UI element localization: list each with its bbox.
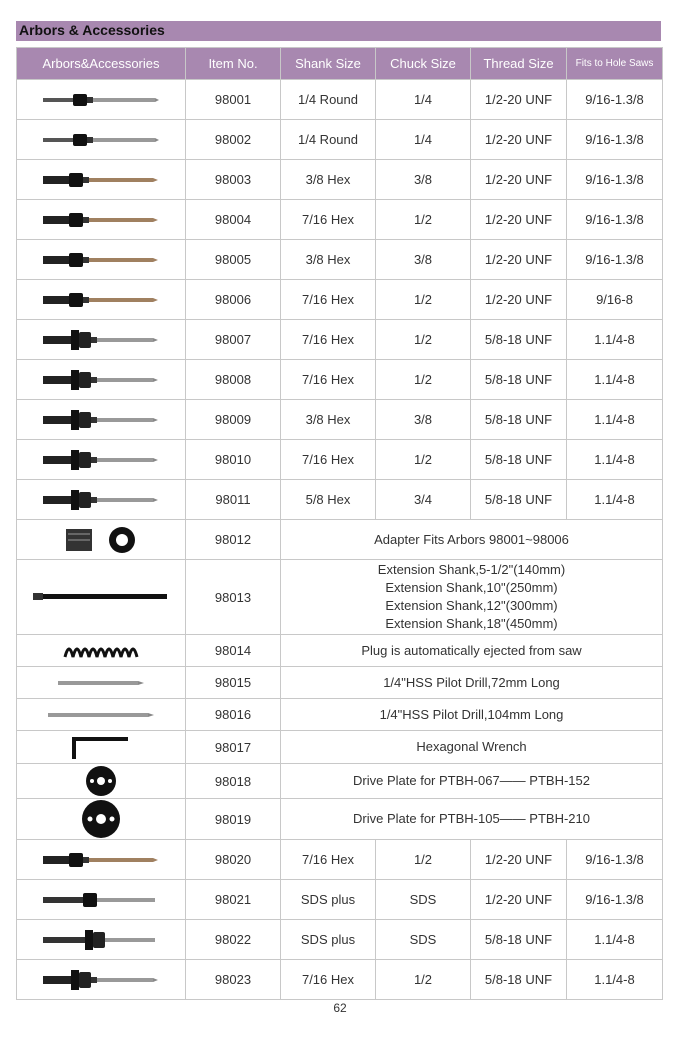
arbor-hex-icon: [17, 210, 185, 230]
arbor-large-icon: [17, 448, 185, 472]
item-no-cell: 98022: [186, 920, 281, 960]
item-no-cell: 98015: [186, 667, 281, 699]
shank-size-cell: 3/8 Hex: [281, 240, 376, 280]
description-cell: [281, 520, 663, 560]
arbor-large-icon: [17, 488, 185, 512]
fits-cell: 9/16-8: [567, 280, 663, 320]
product-image-cell: [17, 160, 186, 200]
shank-size-cell: 7/16 Hex: [281, 440, 376, 480]
product-image-cell: [17, 200, 186, 240]
item-no-cell: 98009: [186, 400, 281, 440]
shank-size-cell: 7/16 Hex: [281, 200, 376, 240]
item-no-cell: 98006: [186, 280, 281, 320]
table-row: [17, 320, 663, 360]
product-image-cell: [17, 280, 186, 320]
product-image-cell: [17, 699, 186, 731]
item-no-cell: 98005: [186, 240, 281, 280]
table-row: [17, 699, 663, 731]
chuck-size-cell: 3/4: [376, 480, 471, 520]
table-row: [17, 120, 663, 160]
thread-size-cell: 1/2-20 UNF: [471, 160, 567, 200]
chuck-size-cell: 3/8: [376, 160, 471, 200]
thread-size-cell: 5/8-18 UNF: [471, 360, 567, 400]
product-image-cell: [17, 360, 186, 400]
product-image-cell: [17, 635, 186, 667]
table-row: [17, 635, 663, 667]
description-line: 1/4"HSS Pilot Drill,72mm Long: [383, 674, 560, 690]
product-image-cell: [17, 799, 186, 840]
shank-size-cell: 5/8 Hex: [281, 480, 376, 520]
product-image-cell: [17, 731, 186, 764]
item-no-cell: 98011: [186, 480, 281, 520]
header-chuck-size: Chuck Size: [376, 48, 471, 80]
table-row: [17, 799, 663, 840]
table-header-row: [17, 48, 663, 80]
item-no-cell: 98019: [186, 799, 281, 840]
product-image-cell: [17, 520, 186, 560]
item-no-cell: 98004: [186, 200, 281, 240]
product-image-cell: [17, 400, 186, 440]
title-bar: [16, 21, 661, 41]
chuck-size-cell: 3/8: [376, 240, 471, 280]
description-line: Extension Shank,18"(450mm): [385, 616, 558, 631]
chuck-size-cell: 1/2: [376, 280, 471, 320]
item-no-cell: 98023: [186, 960, 281, 1000]
arbor-large-icon: [17, 408, 185, 432]
fits-cell: 1.1/4-8: [567, 360, 663, 400]
thread-size-cell: 1/2-20 UNF: [471, 280, 567, 320]
header-shank-size: Shank Size: [281, 48, 376, 80]
fits-cell: 9/16-1.3/8: [567, 120, 663, 160]
chuck-size-cell: 1/2: [376, 200, 471, 240]
fits-cell: 9/16-1.3/8: [567, 200, 663, 240]
description-line: Extension Shank,12"(300mm): [385, 598, 558, 613]
item-no-cell: 98013: [186, 560, 281, 635]
item-no-cell: 98001: [186, 80, 281, 120]
product-image-cell: [17, 560, 186, 635]
fits-cell: 9/16-1.3/8: [567, 80, 663, 120]
shank-size-cell: 7/16 Hex: [281, 960, 376, 1000]
item-no-cell: 98018: [186, 764, 281, 799]
item-no-cell: 98016: [186, 699, 281, 731]
table-row: [17, 667, 663, 699]
fits-cell: 1.1/4-8: [567, 960, 663, 1000]
description-line: Plug is automatically ejected from saw: [361, 642, 582, 658]
chuck-size-cell: 3/8: [376, 400, 471, 440]
fits-cell: 9/16-1.3/8: [567, 880, 663, 920]
table-row: [17, 80, 663, 120]
thread-size-cell: 5/8-18 UNF: [471, 960, 567, 1000]
item-no-cell: 98007: [186, 320, 281, 360]
thread-size-cell: 1/2-20 UNF: [471, 200, 567, 240]
shank-size-cell: 1/4 Round: [281, 120, 376, 160]
description-line: Drive Plate for PTBH-067—— PTBH-152: [353, 773, 590, 788]
table-row: [17, 731, 663, 764]
page-title: Arbors & Accessories: [19, 22, 165, 38]
arbor-small-icon: [17, 90, 185, 110]
arbor-sds-large-icon: [17, 928, 185, 952]
shank-size-cell: 7/16 Hex: [281, 360, 376, 400]
chuck-size-cell: 1/2: [376, 320, 471, 360]
hex-wrench-icon: [17, 733, 185, 761]
shank-size-cell: 1/4 Round: [281, 80, 376, 120]
item-no-cell: 98012: [186, 520, 281, 560]
description-cell: [281, 667, 663, 699]
thread-size-cell: 5/8-18 UNF: [471, 480, 567, 520]
product-image-cell: [17, 240, 186, 280]
table-row: [17, 400, 663, 440]
description-line: Extension Shank,5-1/2"(140mm): [377, 562, 566, 577]
description-line: Hexagonal Wrench: [416, 739, 527, 754]
shank-size-cell: 7/16 Hex: [281, 280, 376, 320]
table-row: [17, 440, 663, 480]
product-image-cell: [17, 880, 186, 920]
thread-size-cell: 5/8-18 UNF: [471, 920, 567, 960]
thread-size-cell: 1/2-20 UNF: [471, 240, 567, 280]
table-row: [17, 360, 663, 400]
description-cell: [281, 560, 663, 635]
table-row: [17, 840, 663, 880]
product-image-cell: [17, 920, 186, 960]
description-line: Extension Shank,10"(250mm): [385, 580, 558, 595]
description-cell: [281, 699, 663, 731]
drive-plate-small-icon: [17, 764, 185, 798]
product-image-cell: [17, 480, 186, 520]
table-row: [17, 480, 663, 520]
thread-size-cell: 1/2-20 UNF: [471, 120, 567, 160]
item-no-cell: 98017: [186, 731, 281, 764]
chuck-size-cell: 1/2: [376, 360, 471, 400]
table-row: [17, 160, 663, 200]
thread-size-cell: 5/8-18 UNF: [471, 400, 567, 440]
pilot-drill-icon: [17, 679, 185, 687]
chuck-size-cell: SDS: [376, 920, 471, 960]
arbor-hex-icon: [17, 850, 185, 870]
header-item-no: Item No.: [186, 48, 281, 80]
pilot-drill-long-icon: [17, 711, 185, 719]
arbor-large-icon: [17, 368, 185, 392]
chuck-size-cell: SDS: [376, 880, 471, 920]
item-no-cell: 98021: [186, 880, 281, 920]
thread-size-cell: 1/2-20 UNF: [471, 880, 567, 920]
product-image-cell: [17, 120, 186, 160]
fits-cell: 1.1/4-8: [567, 440, 663, 480]
shank-size-cell: 7/16 Hex: [281, 840, 376, 880]
header-fits-to-hole-saws: Fits to Hole Saws: [567, 48, 663, 80]
arbor-small-icon: [17, 130, 185, 150]
table-row: [17, 520, 663, 560]
product-image-cell: [17, 320, 186, 360]
shank-size-cell: SDS plus: [281, 920, 376, 960]
table-row: [17, 200, 663, 240]
description-line: Adapter Fits Arbors 98001~98006: [374, 531, 569, 547]
shank-size-cell: SDS plus: [281, 880, 376, 920]
arbor-large-icon: [17, 328, 185, 352]
fits-cell: 9/16-1.3/8: [567, 240, 663, 280]
table-row: [17, 240, 663, 280]
table-row: [17, 764, 663, 799]
item-no-cell: 98010: [186, 440, 281, 480]
fits-cell: 1.1/4-8: [567, 480, 663, 520]
product-image-cell: [17, 80, 186, 120]
chuck-size-cell: 1/2: [376, 840, 471, 880]
description-cell: [281, 799, 663, 840]
table-row: [17, 880, 663, 920]
arbor-hex-icon: [17, 250, 185, 270]
thread-size-cell: 5/8-18 UNF: [471, 440, 567, 480]
products-table: [16, 47, 663, 1000]
header-thread-size: Thread Size: [471, 48, 567, 80]
description-line: Drive Plate for PTBH-105—— PTBH-210: [353, 811, 590, 826]
item-no-cell: 98008: [186, 360, 281, 400]
fits-cell: 1.1/4-8: [567, 920, 663, 960]
description-cell: [281, 635, 663, 667]
description-line: 1/4"HSS Pilot Drill,104mm Long: [379, 706, 564, 722]
fits-cell: 9/16-1.3/8: [567, 160, 663, 200]
table-row: [17, 920, 663, 960]
shank-size-cell: 7/16 Hex: [281, 320, 376, 360]
arbor-large-icon: [17, 968, 185, 992]
table-row: [17, 560, 663, 635]
shank-size-cell: 3/8 Hex: [281, 400, 376, 440]
product-image-cell: [17, 440, 186, 480]
adapter-icon: [17, 525, 185, 555]
arbor-hex-icon: [17, 290, 185, 310]
fits-cell: 9/16-1.3/8: [567, 840, 663, 880]
description-cell: [281, 764, 663, 799]
product-image-cell: [17, 667, 186, 699]
product-image-cell: [17, 840, 186, 880]
arbor-sds-icon: [17, 890, 185, 910]
page-number: 62: [333, 1001, 347, 1015]
drive-plate-large-icon: [17, 799, 185, 839]
fits-cell: 1.1/4-8: [567, 400, 663, 440]
product-image-cell: [17, 764, 186, 799]
product-image-cell: [17, 960, 186, 1000]
item-no-cell: 98020: [186, 840, 281, 880]
chuck-size-cell: 1/4: [376, 80, 471, 120]
chuck-size-cell: 1/4: [376, 120, 471, 160]
shank-size-cell: 3/8 Hex: [281, 160, 376, 200]
item-no-cell: 98002: [186, 120, 281, 160]
arbor-hex-icon: [17, 170, 185, 190]
table-row: [17, 280, 663, 320]
item-no-cell: 98003: [186, 160, 281, 200]
extension-shank-icon: [17, 592, 185, 602]
chuck-size-cell: 1/2: [376, 960, 471, 1000]
header-arbors: Arbors&Accessories: [17, 48, 186, 80]
chuck-size-cell: 1/2: [376, 440, 471, 480]
item-no-cell: 98014: [186, 635, 281, 667]
thread-size-cell: 5/8-18 UNF: [471, 320, 567, 360]
spring-icon: [17, 641, 185, 661]
description-cell: [281, 731, 663, 764]
thread-size-cell: 1/2-20 UNF: [471, 80, 567, 120]
table-row: [17, 960, 663, 1000]
fits-cell: 1.1/4-8: [567, 320, 663, 360]
thread-size-cell: 1/2-20 UNF: [471, 840, 567, 880]
